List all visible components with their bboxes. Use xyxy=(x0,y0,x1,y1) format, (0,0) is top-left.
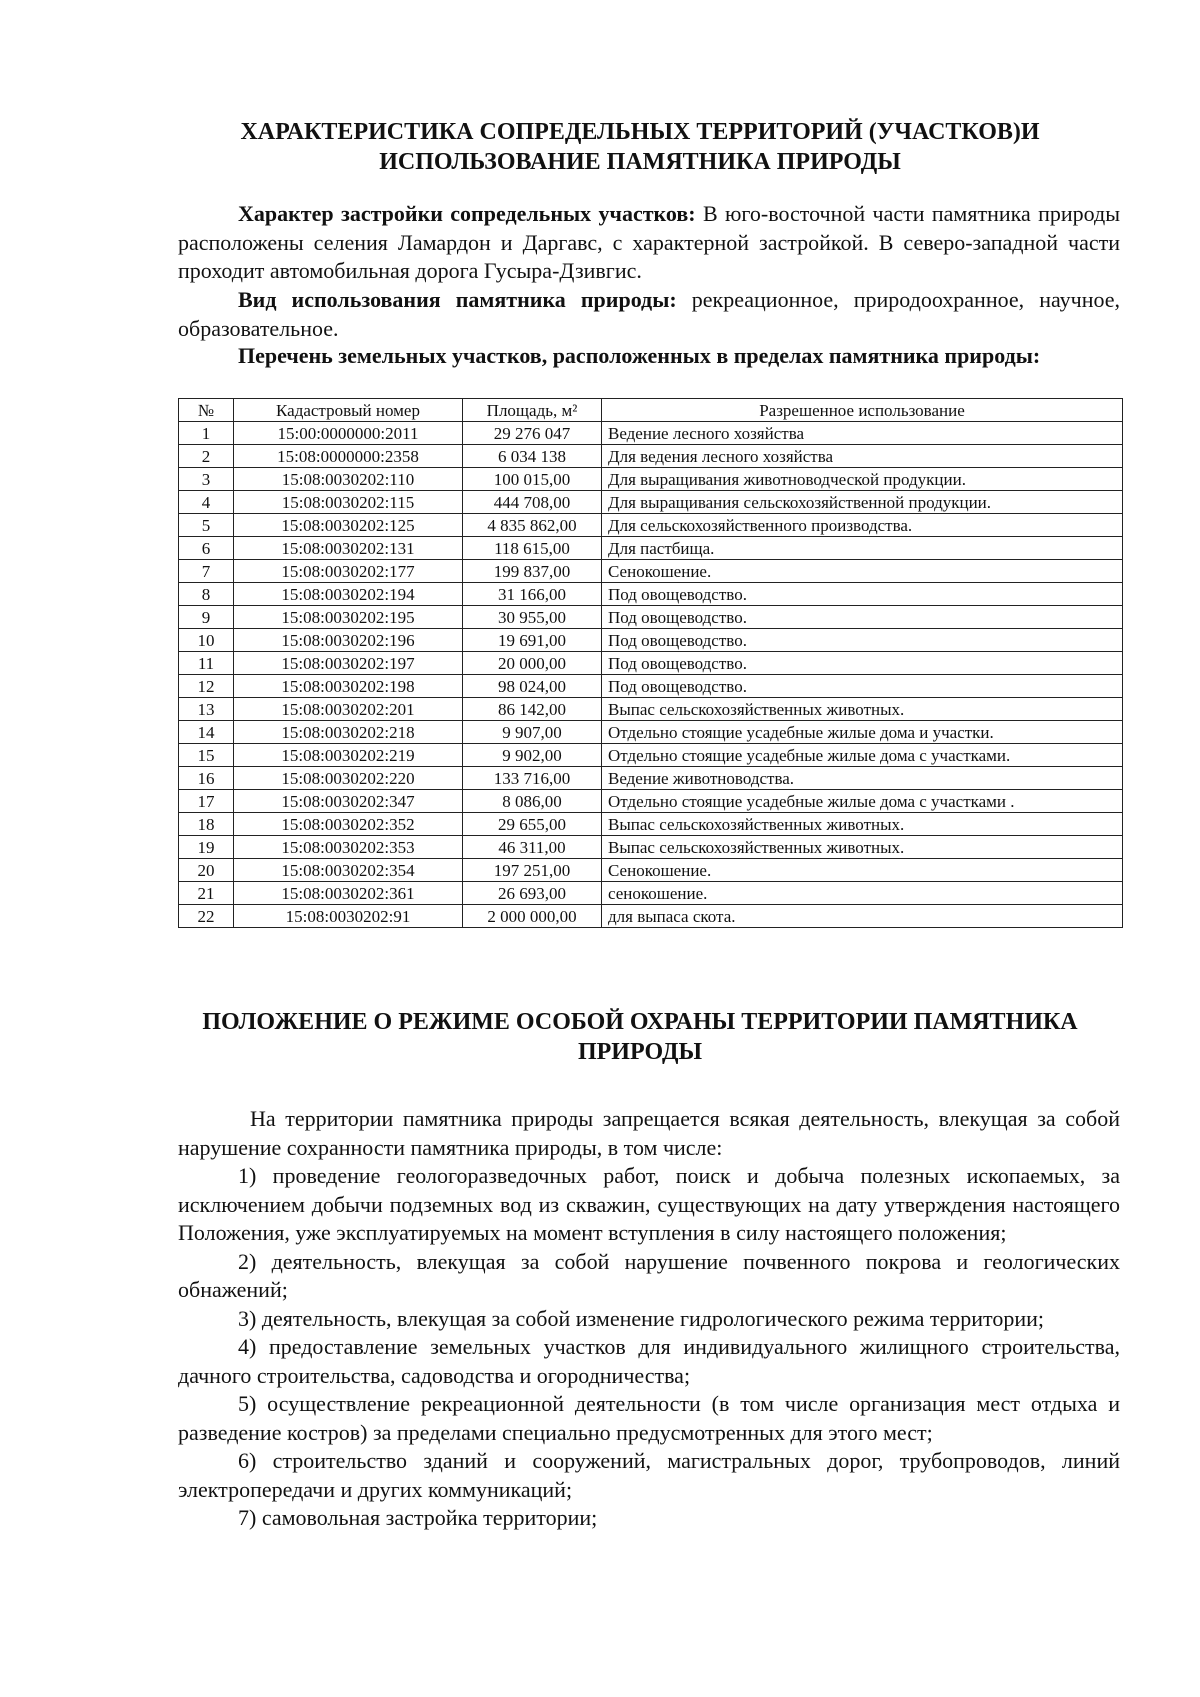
row-area: 9 907,00 xyxy=(463,721,602,744)
row-usage: Выпас сельскохозяйственных животных. xyxy=(602,836,1123,859)
table-row xyxy=(179,491,1123,514)
row-area: 31 166,00 xyxy=(463,583,602,606)
usage-label: Вид использования памятника природы: xyxy=(238,287,677,312)
row-number: 22 xyxy=(179,905,234,928)
row-area: 8 086,00 xyxy=(463,790,602,813)
row-number: 12 xyxy=(179,675,234,698)
row-number: 18 xyxy=(179,813,234,836)
row-area: 29 276 047 xyxy=(463,422,602,445)
row-number: 21 xyxy=(179,882,234,905)
row-number: 13 xyxy=(179,698,234,721)
row-cadastral-number: 15:08:0030202:220 xyxy=(234,767,463,790)
table-row xyxy=(179,882,1123,905)
list-item: 4) предоставление земельных участков для индивидуального жилищного строительства, дачного строительства, садоводства и огородничества; xyxy=(178,1334,1120,1388)
row-usage: Для выращивания сельскохозяйственной продукции. xyxy=(602,491,1123,514)
row-cadastral-number: 15:08:0030202:177 xyxy=(234,560,463,583)
table-row xyxy=(179,744,1123,767)
row-usage: Ведение животноводства. xyxy=(602,767,1123,790)
row-area: 4 835 862,00 xyxy=(463,514,602,537)
table-row xyxy=(179,675,1123,698)
table-row xyxy=(179,813,1123,836)
table-row xyxy=(179,514,1123,537)
row-usage: Под овощеводство. xyxy=(602,629,1123,652)
row-cadastral-number: 15:08:0030202:198 xyxy=(234,675,463,698)
row-cadastral-number: 15:08:0030202:352 xyxy=(234,813,463,836)
row-area: 444 708,00 xyxy=(463,491,602,514)
row-area: 20 000,00 xyxy=(463,652,602,675)
list-item: 5) осуществление рекреационной деятельности (в том числе организация мест отдыха и разведение костров) за пределами специально предусмотренных для этого мест; xyxy=(178,1391,1120,1445)
row-number: 10 xyxy=(179,629,234,652)
table-row xyxy=(179,422,1123,445)
row-cadastral-number: 15:08:0030202:353 xyxy=(234,836,463,859)
row-number: 11 xyxy=(179,652,234,675)
list-item: 3) деятельность, влекущая за собой изменение гидрологического режима территории; xyxy=(238,1305,1045,1331)
row-usage: Ведение лесного хозяйства xyxy=(602,422,1123,445)
section2-title xyxy=(160,1007,1120,1067)
row-usage: Сенокошение. xyxy=(602,859,1123,882)
section1-title-line1: ХАРАКТЕРИСТИКА СОПРЕДЕЛЬНЫХ ТЕРРИТОРИЙ (УЧАСТКОВ)И xyxy=(240,119,1040,145)
header-area: Площадь, м² xyxy=(463,399,602,422)
row-cadastral-number: 15:08:0030202:196 xyxy=(234,629,463,652)
table-row xyxy=(179,468,1123,491)
row-number: 20 xyxy=(179,859,234,882)
table-row xyxy=(179,560,1123,583)
usage-text: рекреационное, природоохранное, научное, образовательное. xyxy=(178,287,1121,341)
table-row xyxy=(179,652,1123,675)
development-paragraph xyxy=(178,200,1120,286)
table-row xyxy=(179,859,1123,882)
row-usage: Для сельскохозяйственного производства. xyxy=(602,514,1123,537)
list-item: 1) проведение геологоразведочных работ, поиск и добыча полезных ископаемых, за исключением добычи подземных вод из скважин, существующих на дату утверждения настоящего Положения, уже эксплуатируемых на момент вступления в силу настоящего положения; xyxy=(178,1163,1120,1245)
row-usage: Под овощеводство. xyxy=(602,583,1123,606)
row-cadastral-number: 15:08:0030202:219 xyxy=(234,744,463,767)
row-number: 2 xyxy=(179,445,234,468)
row-area: 197 251,00 xyxy=(463,859,602,882)
row-cadastral-number: 15:08:0030202:354 xyxy=(234,859,463,882)
usage-paragraph xyxy=(178,286,1120,343)
row-number: 9 xyxy=(179,606,234,629)
row-cadastral-number: 15:08:0030202:361 xyxy=(234,882,463,905)
table-row xyxy=(179,721,1123,744)
row-usage: Сенокошение. xyxy=(602,560,1123,583)
row-usage: Для пастбища. xyxy=(602,537,1123,560)
row-usage: Отдельно стоящие усадебные жилые дома и участки. xyxy=(602,721,1123,744)
header-usage: Разрешенное использование xyxy=(602,399,1123,422)
development-label: Характер застройки сопредельных участков: xyxy=(238,201,696,226)
row-area: 86 142,00 xyxy=(463,698,602,721)
table-row xyxy=(179,790,1123,813)
row-area: 133 716,00 xyxy=(463,767,602,790)
row-number: 5 xyxy=(179,514,234,537)
section1-title xyxy=(160,117,1120,177)
parcels-list-heading: Перечень земельных участков, расположенных в пределах памятника природы: xyxy=(238,343,1041,368)
table-row xyxy=(179,445,1123,468)
row-number: 16 xyxy=(179,767,234,790)
row-usage: Под овощеводство. xyxy=(602,675,1123,698)
row-area: 6 034 138 xyxy=(463,445,602,468)
row-area: 26 693,00 xyxy=(463,882,602,905)
row-area: 30 955,00 xyxy=(463,606,602,629)
row-area: 118 615,00 xyxy=(463,537,602,560)
row-cadastral-number: 15:08:0030202:218 xyxy=(234,721,463,744)
prohibition-list xyxy=(178,1162,1120,1533)
row-usage: Для выращивания животноводческой продукции. xyxy=(602,468,1123,491)
row-number: 17 xyxy=(179,790,234,813)
table-row xyxy=(179,905,1123,928)
row-cadastral-number: 15:08:0030202:194 xyxy=(234,583,463,606)
row-usage: для выпаса скота. xyxy=(602,905,1123,928)
header-number: № xyxy=(179,399,234,422)
row-number: 4 xyxy=(179,491,234,514)
row-usage: Отдельно стоящие усадебные жилые дома с участками . xyxy=(602,790,1123,813)
table-row xyxy=(179,629,1123,652)
table-row xyxy=(179,537,1123,560)
row-usage: Для ведения лесного хозяйства xyxy=(602,445,1123,468)
table-row xyxy=(179,767,1123,790)
list-item: 2) деятельность, влекущая за собой нарушение почвенного покрова и геологических обнажений; xyxy=(178,1248,1120,1302)
row-area: 46 311,00 xyxy=(463,836,602,859)
row-cadastral-number: 15:08:0030202:347 xyxy=(234,790,463,813)
row-cadastral-number: 15:08:0030202:131 xyxy=(234,537,463,560)
row-usage: Отдельно стоящие усадебные жилые дома с участками. xyxy=(602,744,1123,767)
prohibition-intro: На территории памятника природы запрещается всякая деятельность, влекущая за собой нарушение сохранности памятника природы, в том числе: xyxy=(178,1106,1120,1160)
row-area: 98 024,00 xyxy=(463,675,602,698)
row-area: 100 015,00 xyxy=(463,468,602,491)
row-area: 29 655,00 xyxy=(463,813,602,836)
row-number: 8 xyxy=(179,583,234,606)
row-number: 19 xyxy=(179,836,234,859)
row-cadastral-number: 15:08:0000000:2358 xyxy=(234,445,463,468)
row-area: 9 902,00 xyxy=(463,744,602,767)
row-number: 1 xyxy=(179,422,234,445)
row-number: 3 xyxy=(179,468,234,491)
row-number: 7 xyxy=(179,560,234,583)
row-usage: Под овощеводство. xyxy=(602,606,1123,629)
row-cadastral-number: 15:08:0030202:115 xyxy=(234,491,463,514)
row-area: 199 837,00 xyxy=(463,560,602,583)
table-row xyxy=(179,836,1123,859)
header-cadastral: Кадастровый номер xyxy=(234,399,463,422)
row-usage: сенокошение. xyxy=(602,882,1123,905)
row-usage: Выпас сельскохозяйственных животных. xyxy=(602,698,1123,721)
table-row xyxy=(179,698,1123,721)
section2-title-line1: ПОЛОЖЕНИЕ О РЕЖИМЕ ОСОБОЙ ОХРАНЫ ТЕРРИТОРИИ ПАМЯТНИКА xyxy=(202,1009,1078,1035)
development-text: В юго-восточной части памятника природы расположены селения Ламардон и Даргавс, с характерной застройкой. В северо-западной части проходит автомобильная дорога Гусыра-Дзивгис. xyxy=(178,201,1120,283)
row-number: 6 xyxy=(179,537,234,560)
row-cadastral-number: 15:08:0030202:125 xyxy=(234,514,463,537)
section2-title-line2: ПРИРОДЫ xyxy=(577,1039,703,1065)
table-row xyxy=(179,606,1123,629)
row-cadastral-number: 15:08:0030202:197 xyxy=(234,652,463,675)
row-usage: Выпас сельскохозяйственных животных. xyxy=(602,813,1123,836)
row-cadastral-number: 15:00:0000000:2011 xyxy=(234,422,463,445)
row-usage: Под овощеводство. xyxy=(602,652,1123,675)
row-area: 19 691,00 xyxy=(463,629,602,652)
list-item: 7) самовольная застройка территории; xyxy=(238,1505,598,1530)
row-area: 2 000 000,00 xyxy=(463,905,602,928)
list-item: 6) строительство зданий и сооружений, магистральных дорог, трубопроводов, линий электропередачи и других коммуникаций; xyxy=(178,1448,1120,1502)
row-number: 14 xyxy=(179,721,234,744)
table-header-row xyxy=(179,399,1123,422)
row-cadastral-number: 15:08:0030202:110 xyxy=(234,468,463,491)
row-cadastral-number: 15:08:0030202:201 xyxy=(234,698,463,721)
table-row xyxy=(179,583,1123,606)
row-cadastral-number: 15:08:0030202:91 xyxy=(234,905,463,928)
parcels-table xyxy=(178,398,1123,928)
row-cadastral-number: 15:08:0030202:195 xyxy=(234,606,463,629)
row-number: 15 xyxy=(179,744,234,767)
section1-title-line2: ИСПОЛЬЗОВАНИЕ ПАМЯТНИКА ПРИРОДЫ xyxy=(379,149,901,175)
